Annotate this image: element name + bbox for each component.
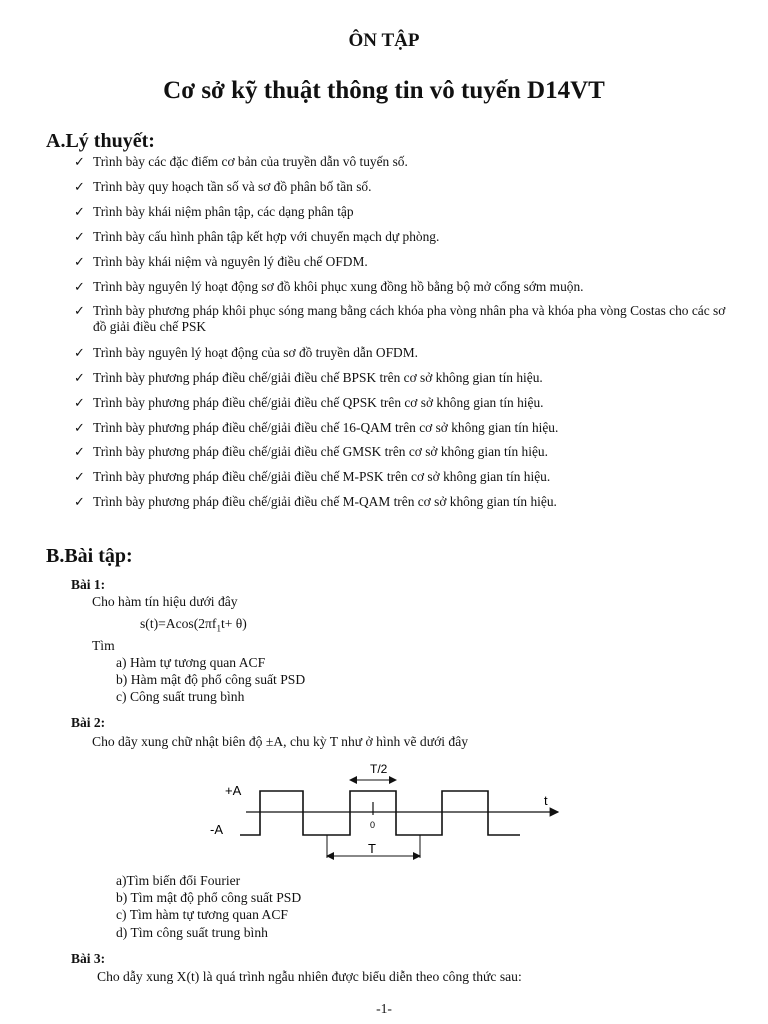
check-mark-icon: ✓: [74, 420, 85, 435]
page-title: Cơ sở kỹ thuật thông tin vô tuyến D14VT: [163, 77, 605, 104]
bai1-label: Bài 1:: [71, 577, 106, 592]
theory-item-text: Trình bày khái niệm và nguyên lý điều chế OFDM.: [93, 254, 368, 269]
bai1-part-a: a) Hàm tự tương quan ACF: [116, 655, 266, 670]
check-mark-icon: ✓: [74, 370, 85, 385]
t-axis-label: t: [544, 793, 548, 808]
bai3-label: Bài 3:: [71, 951, 106, 966]
section-a-title: A.Lý thuyết:: [46, 130, 155, 152]
theory-item-text: Trình bày phương pháp điều chế/giải điều chế M-QAM trên cơ sở không gian tín hiệu.: [93, 494, 557, 509]
theory-item-text: Trình bày nguyên lý hoạt động của sơ đồ truyền dẫn OFDM.: [93, 345, 418, 360]
check-mark-icon: ✓: [74, 345, 85, 360]
bai1-find: Tìm: [92, 638, 115, 653]
check-mark-icon: ✓: [74, 395, 85, 410]
bai1-part-c: c) Công suất trung bình: [116, 689, 245, 704]
bai2-part-d: d) Tìm công suất trung bình: [116, 925, 268, 940]
minus-a-label: -A: [210, 822, 223, 837]
theory-item-text: Trình bày phương pháp điều chế/giải điều chế 16-QAM trên cơ sở không gian tín hiệu.: [93, 420, 559, 435]
theory-item-text: Trình bày phương pháp điều chế/giải điều chế GMSK trên cơ sở không gian tín hiệu.: [93, 444, 548, 459]
bai2-part-b: b) Tìm mật độ phổ công suất PSD: [116, 890, 302, 905]
check-mark-icon: ✓: [74, 444, 85, 459]
theory-item-text: Trình bày nguyên lý hoạt động sơ đồ khôi phục xung đồng hồ bằng bộ mở cổng sớm muộn.: [93, 279, 584, 294]
check-mark-icon: ✓: [74, 303, 85, 318]
square-wave-figure: [200, 755, 580, 870]
origin-label: 0: [370, 820, 376, 830]
bai2-label: Bài 2:: [71, 715, 106, 730]
bai2-part-a: a)Tìm biến đổi Fourier: [116, 873, 241, 888]
period-label: T: [368, 841, 376, 856]
theory-item-text: Trình bày phương pháp điều chế/giải điều chế QPSK trên cơ sở không gian tín hiệu.: [93, 395, 544, 410]
theory-item-text: Trình bày phương pháp khôi phục sóng mang bằng cách khóa pha vòng nhân pha và khóa pha vòng Costas cho các sơ đồ giải điều chế PSK: [93, 303, 726, 334]
page-number: -1-: [376, 1001, 392, 1016]
check-mark-icon: ✓: [74, 179, 85, 194]
check-mark-icon: ✓: [74, 279, 85, 294]
check-mark-icon: ✓: [74, 154, 85, 169]
theory-item-text: Trình bày phương pháp điều chế/giải điều chế BPSK trên cơ sở không gian tín hiệu.: [93, 370, 543, 385]
theory-item-text: Trình bày quy hoạch tần số và sơ đồ phân bố tần số.: [93, 179, 372, 194]
bai3-intro: Cho dẫy xung X(t) là quá trình ngẫu nhiên được biểu diễn theo công thức sau:: [97, 969, 522, 984]
check-mark-icon: ✓: [74, 229, 85, 244]
section-b-title: B.Bài tập:: [46, 545, 133, 567]
check-mark-icon: ✓: [74, 204, 85, 219]
check-mark-icon: ✓: [74, 254, 85, 269]
bai1-intro: Cho hàm tín hiệu dưới đây: [92, 594, 238, 609]
theory-item-text: Trình bày khái niệm phân tập, các dạng phân tập: [93, 204, 354, 219]
bai1-part-b: b) Hàm mật độ phổ công suất PSD: [116, 672, 306, 687]
half-period-label: T/2: [370, 762, 388, 776]
top-title: ÔN TẬP: [348, 30, 420, 51]
bai2-intro: Cho dãy xung chữ nhật biên độ ±A, chu kỳ T như ở hình vẽ dưới đây: [92, 734, 469, 749]
theory-item-text: Trình bày các đặc điểm cơ bản của truyền dẫn vô tuyến số.: [93, 154, 408, 169]
check-mark-icon: ✓: [74, 469, 85, 484]
bai2-part-c: c) Tìm hàm tự tương quan ACF: [116, 907, 288, 922]
theory-item-text: Trình bày cấu hình phân tập kết hợp với chuyển mạch dự phòng.: [93, 229, 440, 244]
theory-item-text: Trình bày phương pháp điều chế/giải điều chế M-PSK trên cơ sở không gian tín hiệu.: [93, 469, 551, 484]
plus-a-label: +A: [225, 783, 242, 798]
square-wave: [240, 791, 520, 835]
bai1-formula: $s(t)=Acos(2\pi f_1t+ \theta)$: [140, 616, 247, 634]
check-mark-icon: ✓: [74, 494, 85, 509]
